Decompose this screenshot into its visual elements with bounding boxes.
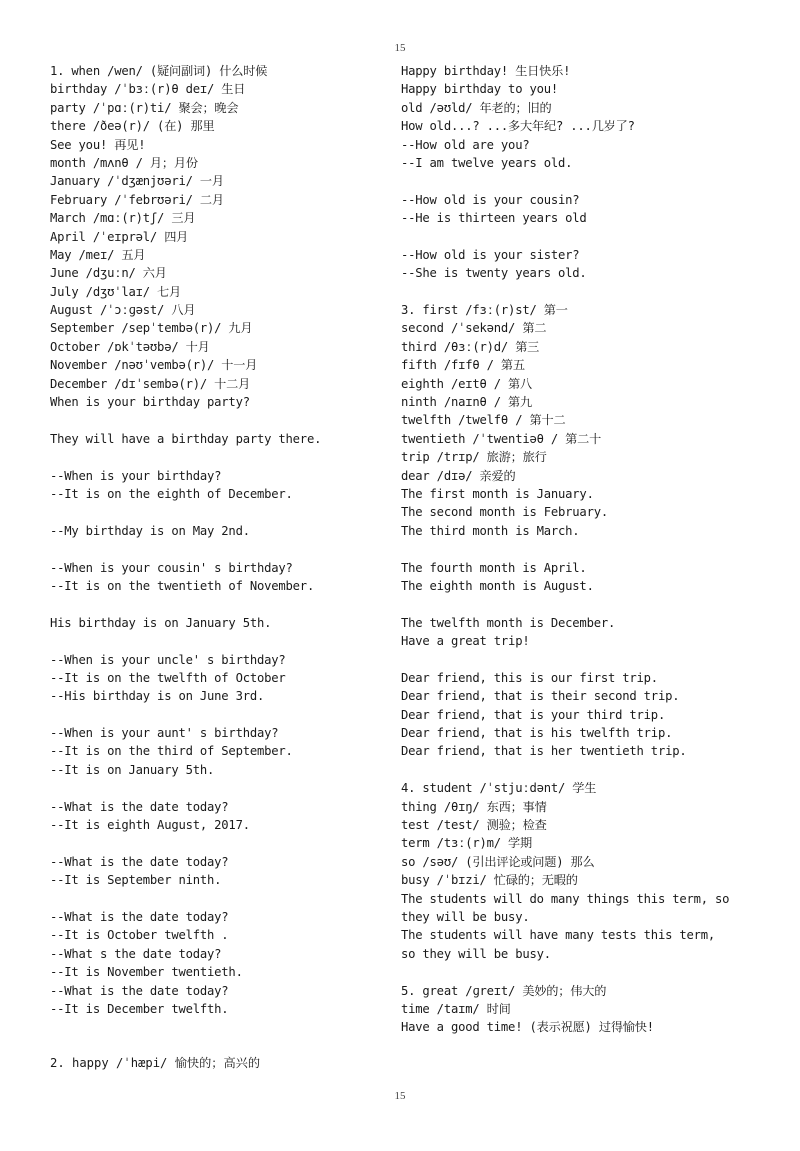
section-heading-happy: 2. happy /ˈhæpi/ 愉快的；高兴的 (50, 1056, 261, 1070)
text-line: --It is on the third of September. (50, 744, 293, 759)
text-line: --What is the date today? (50, 909, 229, 924)
text-line: September /sepˈtembə(r)/ 九月 (50, 321, 253, 336)
text-line: --It is on the eighth of December. (50, 486, 293, 501)
text-line: busy /ˈbɪzi/ 忙碌的；无暇的 (401, 873, 578, 888)
text-line: Dear friend, that is their second trip. (401, 689, 680, 704)
text-line: May /meɪ/ 五月 (50, 247, 146, 262)
text-line: March /mɑː(r)tʃ/ 三月 (50, 211, 196, 226)
text-line: The eighth month is August. (401, 578, 594, 593)
text-line: --It is on the twelfth of October (50, 670, 286, 685)
text-line: June /dʒuːn/ 六月 (50, 266, 167, 281)
text-line: August /ˈɔːɡəst/ 八月 (50, 303, 196, 318)
text-line: --He is thirteen years old (401, 211, 587, 226)
text-line: dear /dɪə/ 亲爱的 (401, 468, 516, 483)
text-line: third /θɜː(r)d/ 第三 (401, 339, 540, 354)
text-line: --I am twelve years old. (401, 155, 573, 170)
text-line: --It is on January 5th. (50, 762, 215, 777)
text-line: time /taɪm/ 时间 (401, 1001, 511, 1016)
text-line: The second month is February. (401, 505, 608, 520)
text-line: The students will do many things this term, so (401, 891, 730, 906)
text-line: His birthday is on January 5th. (50, 615, 272, 630)
text-line: month /mʌnθ / 月；月份 (50, 155, 198, 170)
text-line: Have a great trip! (401, 634, 530, 649)
text-line: birthday /ˈbɜː(r)θ deɪ/ 生日 (50, 82, 246, 97)
text-line: --What is the date today? (50, 799, 229, 814)
text-line: there /ðeə(r)/ (在) 那里 (50, 119, 215, 134)
text-line: December /dɪˈsembə(r)/ 十二月 (50, 376, 251, 391)
text-line: --It is eighth August, 2017. (50, 818, 250, 833)
text-line: eighth /eɪtθ / 第八 (401, 376, 533, 391)
text-line: --What is the date today? (50, 854, 229, 869)
text-line: Happy birthday! 生日快乐! (401, 64, 571, 78)
blank-line (50, 890, 390, 908)
text-line: The fourth month is April. (401, 560, 587, 575)
text-line: so they will be busy. (401, 946, 551, 961)
text-line: The first month is January. (401, 486, 594, 501)
text-line: old /əʊld/ 年老的；旧的 (401, 100, 552, 115)
text-line: --When is your birthday? (50, 468, 222, 483)
text-line: they will be busy. (401, 909, 530, 924)
blank-line (401, 963, 761, 981)
text-line: second /ˈsekənd/ 第二 (401, 321, 547, 336)
text-line: twentieth /ˈtwentiəθ / 第二十 (401, 431, 602, 446)
text-line: 1. when /wen/ (疑问副词) 什么时候 (50, 64, 268, 78)
text-line: --When is your cousin' s birthday? (50, 560, 293, 575)
text-line: --His birthday is on June 3rd. (50, 689, 265, 704)
text-line: July /dʒʊˈlaɪ/ 七月 (50, 284, 182, 299)
text-line: The third month is March. (401, 523, 580, 538)
text-line: How old...? ...多大年纪? ...几岁了? (401, 119, 635, 134)
text-line: Dear friend, that is her twentieth trip. (401, 744, 687, 759)
blank-line (50, 706, 390, 724)
blank-line (50, 595, 390, 613)
text-line: --What is the date today? (50, 983, 229, 998)
blank-line (401, 595, 761, 613)
blank-line (50, 503, 390, 521)
left-column (50, 62, 390, 1018)
text-line: --When is your aunt' s birthday? (50, 726, 279, 741)
blank-line (401, 228, 761, 246)
blank-line (50, 779, 390, 797)
text-line: October /ɒkˈtəʊbə/ 十月 (50, 339, 210, 354)
text-line: --It is December twelfth. (50, 1001, 229, 1016)
text-line: They will have a birthday party there. (50, 431, 322, 446)
blank-line (50, 834, 390, 852)
text-line: The twelfth month is December. (401, 615, 616, 630)
text-line: --It is September ninth. (50, 873, 222, 888)
text-line: --It is November twentieth. (50, 965, 243, 980)
text-line: 4. student /ˈstjuːdənt/ 学生 (401, 781, 597, 796)
blank-line (50, 448, 390, 466)
text-line: trip /trɪp/ 旅游；旅行 (401, 450, 547, 465)
text-line: --How old are you? (401, 137, 530, 152)
blank-line (50, 540, 390, 558)
text-line: --How old is your sister? (401, 247, 580, 262)
blank-line (401, 651, 761, 669)
text-line: test /test/ 测验；检查 (401, 818, 547, 833)
text-line: January /ˈdʒænjʊəri/ 一月 (50, 174, 224, 189)
text-line: The students will have many tests this term, (401, 928, 716, 943)
blank-line (401, 761, 761, 779)
text-line: --It is October twelfth . (50, 928, 229, 943)
text-line: term /tɜː(r)m/ 学期 (401, 836, 533, 851)
text-line: so /səʊ/ (引出评论或问题) 那么 (401, 854, 595, 869)
text-line: --My birthday is on May 2nd. (50, 523, 250, 538)
text-line: 3. first /fɜː(r)st/ 第一 (401, 303, 568, 318)
text-line: twelfth /twelfθ / 第十二 (401, 413, 566, 428)
blank-line (50, 411, 390, 429)
blank-line (401, 283, 761, 301)
text-line: April /ˈeɪprəl/ 四月 (50, 229, 189, 244)
text-line: See you! 再见! (50, 137, 146, 152)
text-line: When is your birthday party? (50, 395, 250, 410)
text-line: --What s the date today? (50, 946, 222, 961)
text-line: Happy birthday to you! (401, 82, 559, 97)
text-line: --She is twenty years old. (401, 266, 587, 281)
page-number-top: 15 (394, 42, 406, 54)
blank-line (401, 172, 761, 190)
text-line: thing /θɪŋ/ 东西；事情 (401, 799, 547, 814)
text-line: Dear friend, that is your third trip. (401, 707, 666, 722)
right-column (401, 62, 761, 1037)
text-line: Dear friend, that is his twelfth trip. (401, 726, 673, 741)
text-line: --It is on the twentieth of November. (50, 578, 315, 593)
text-line: November /nəʊˈvembə(r)/ 十一月 (50, 358, 258, 373)
blank-line (401, 540, 761, 558)
text-line: party /ˈpɑː(r)ti/ 聚会；晚会 (50, 100, 239, 115)
page-number-bottom: 15 (394, 1090, 406, 1102)
text-line: Have a good time! (表示祝愿) 过得愉快! (401, 1020, 654, 1035)
text-line: --How old is your cousin? (401, 192, 580, 207)
blank-line (50, 632, 390, 650)
text-line: 5. great /ɡreɪt/ 美妙的；伟大的 (401, 983, 607, 998)
text-line: ninth /naɪnθ / 第九 (401, 395, 533, 410)
text-line: fifth /fɪfθ / 第五 (401, 358, 525, 373)
text-line: Dear friend, this is our first trip. (401, 670, 658, 685)
text-line: February /ˈfebrʊəri/ 二月 (50, 192, 224, 207)
text-line: --When is your uncle' s birthday? (50, 652, 286, 667)
